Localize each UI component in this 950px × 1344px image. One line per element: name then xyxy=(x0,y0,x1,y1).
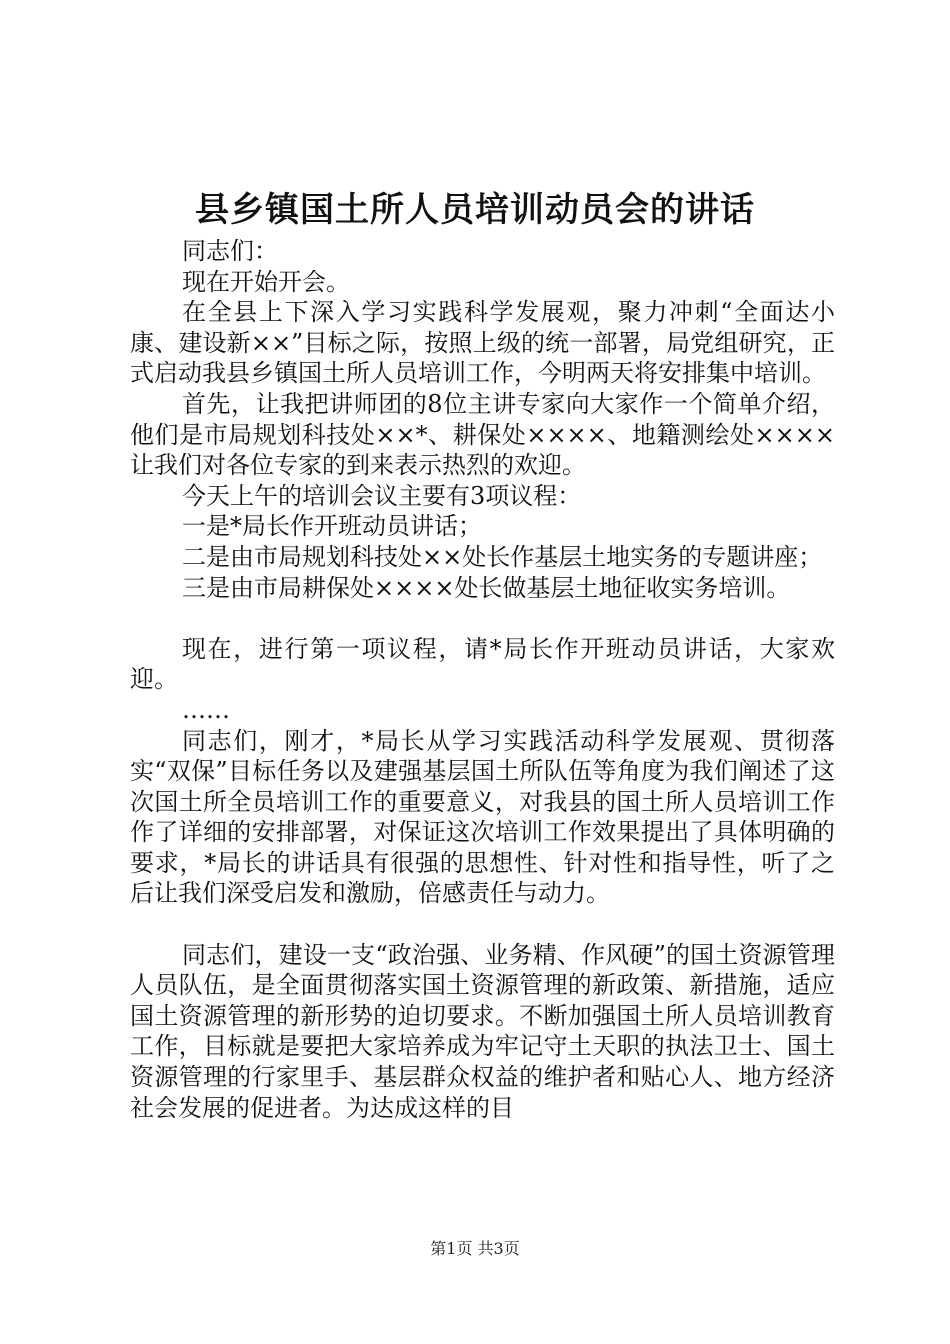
paragraph-ellipsis: …… xyxy=(182,695,230,724)
paragraph-first-item: 现在，进行第一项议程，请*局长作开班动员讲话，大家欢迎。 xyxy=(130,634,835,694)
paragraph-summary: 同志们，刚才，*局长从学习实践活动科学发展观、贯彻落实“双保”目标任务以及建强基层国土所队伍等角度为我们阐述了这次国土所全员培训工作的重要意义，对我县的国土所人员培训工作作了详细的安排部署，对保证这次培训工作效果提出了具体明确的要求，*局长的讲话具有很强的思想性、针对性和指导性，听了之后让我们深受启发和激励，倍感责任与动力。 xyxy=(130,726,835,908)
paragraph-salutation: 同志们： xyxy=(182,237,278,265)
paragraph-agenda-intro: 今天上午的培训会议主要有3项议程： xyxy=(182,481,582,510)
blank-line xyxy=(130,603,835,634)
paragraph-experts: 首先，让我把讲师团的8位主讲专家向大家作一个简单介绍，他们是市局规划科技处××*、耕保处××××、地籍测绘处××××让我们对各位专家的到来表示热烈的欢迎。 xyxy=(130,389,835,480)
document-title: 县乡镇国土所人员培训动员会的讲话 xyxy=(195,190,755,230)
blank-line xyxy=(130,909,835,940)
paragraph-context: 在全县上下深入学习实践科学发展观，聚力冲刺“全面达小康、建设新××”目标之际，按照上级的统一部署，局党组研究，正式启动我县乡镇国土所人员培训工作，今明两天将安排集中培训。 xyxy=(130,298,835,388)
document-body xyxy=(130,236,835,1123)
page-footer: 第1页 共3页 xyxy=(430,1239,520,1258)
paragraph-goals: 同志们，建设一支“政治强、业务精、作风硬”的国土资源管理人员队伍，是全面贯彻落实国土资源管理的新政策、新措施，适应国土资源管理的新形势的迫切要求。不断加强国土所人员培训教育工作，目标就是要把大家培养成为牢记守土天职的执法卫士、国土资源管理的行家里手、基层群众权益的维护者和贴心人、地方经济社会发展的促进者。为达成这样的目 xyxy=(130,940,835,1122)
paragraph-opening: 现在开始开会。 xyxy=(182,267,350,296)
paragraph-agenda-item-2: 二是由市局规划科技处××处长作基层土地实务的专题讲座； xyxy=(182,542,823,571)
paragraph-agenda-item-1: 一是*局长作开班动员讲话； xyxy=(182,512,482,541)
paragraph-agenda-item-3: 三是由市局耕保处××××处长做基层土地征收实务培训。 xyxy=(182,573,791,602)
